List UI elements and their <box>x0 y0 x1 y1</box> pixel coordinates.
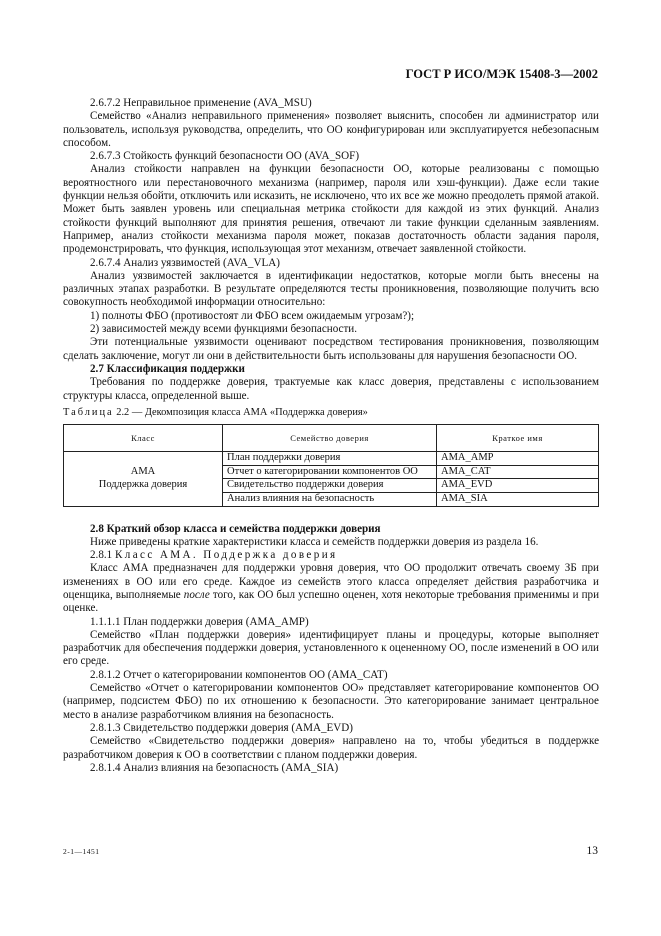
page-number: 13 <box>586 845 598 857</box>
table-header-row <box>64 425 599 452</box>
paragraph-text: Класс АМА предназначен для поддержки уровня доверия, что ОО продолжит отвечать своему ЗБ при изменениях в ОО или его среде. Каждое из семейств этого класса определяет действия разработчика и оценщика, выполняемые <box>63 562 599 601</box>
col-header-class: Класс <box>64 425 223 452</box>
section-title: 2.8 Краткий обзор класса и семейства поддержки доверия <box>90 522 381 535</box>
table-row <box>64 452 599 466</box>
paragraph: Семейство «Свидетельство поддержки доверия» направлено на то, чтобы убедиться в поддержке разработчиком доверия к ОО в соответствии с планом поддержки доверия. <box>63 735 599 761</box>
table-caption-label: Таблица <box>63 406 114 418</box>
class-heading <box>63 549 599 562</box>
paragraph-text: того, как ОО был успешно оценен, хотя некоторые требования применимы и при оценке. <box>63 588 600 615</box>
page-body <box>63 97 599 775</box>
col-header-family: Семейство доверия <box>223 425 437 452</box>
paragraph: Семейство «Отчет о категорировании компонентов ОО» представляет категорирование компонентов ОО (например, подсистем ФБО) по их отношению к безопасности. Это категорирование занимает центральное место в анализе разработчиком влияния на безопасность. <box>63 682 599 721</box>
class-name: Поддержка доверия <box>98 478 188 490</box>
paragraph: Эти потенциальные уязвимости оценивают посредством тестирования проникновения, позволяющим сделать заключение, могут ли они в действительности быть использованы для нарушения безопасности ОО. <box>63 336 599 362</box>
paragraph: Требования по поддержке доверия, трактуемые как класс доверия, представлены с использованием структуры класса, определенной выше. <box>63 376 599 402</box>
class-heading-title: Класс АМА. Поддержка доверия <box>114 549 338 562</box>
short-name-cell: AMA_EVD <box>437 479 599 493</box>
standard-header: ГОСТ Р ИСО/МЭК 15408-3—2002 <box>405 67 598 81</box>
section-heading: 2.6.7.3 Стойкость функций безопасности ОО (AVA_SOF) <box>90 150 360 163</box>
section-heading: 2.6.7.4 Анализ уязвимостей (AVA_VLA) <box>90 256 280 269</box>
list-item: 2) зависимостей между всеми функциями безопасности. <box>90 323 358 336</box>
section-heading: 2.6.7.2 Неправильное применение (AVA_MSU) <box>90 97 312 109</box>
table-caption <box>63 406 599 419</box>
table-caption-text: 2.2 — Декомпозиция класса АМА «Поддержка доверия» <box>116 406 368 418</box>
paragraph: Ниже приведены краткие характеристики класса и семейств поддержки доверия из раздела 16. <box>90 535 539 548</box>
section-heading: 2.8.1.2 Отчет о категорировании компонентов ОО (AMA_CAT) <box>90 668 388 681</box>
class-heading-number: 2.8.1 <box>90 549 113 562</box>
family-cell: Свидетельство поддержки доверия <box>223 479 437 493</box>
paragraph: Семейство «План поддержки доверия» идентифицирует планы и процедуры, которые выполняет разработчик для обеспечения поддержки доверия, установленного к оцененному ОО, после изменений в ОО или его среде. <box>63 628 599 668</box>
family-cell: План поддержки доверия <box>223 452 437 466</box>
section-heading: 1.1.1.1 План поддержки доверия (AMA_AMP) <box>90 615 309 628</box>
class-cell <box>64 452 223 506</box>
family-cell: Отчет о категорировании компонентов ОО <box>223 465 437 479</box>
class-code: АМА <box>130 466 156 478</box>
section-title: 2.7 Классификация поддержки <box>90 362 245 375</box>
section-heading: 2.8.1.3 Свидетельство поддержки доверия (AMA_EVD) <box>90 721 354 734</box>
section-heading: 2.8.1.4 Анализ влияния на безопасность (AMA_SIA) <box>90 761 339 774</box>
paragraph: Семейство «Анализ неправильного применения» позволяет выяснить, способен ли администратор или пользователь, используя руководства, определить, что ОО конфигурирован или эксплуатируется небезопасным способом. <box>63 110 599 149</box>
short-name-cell: AMA_AMP <box>437 452 599 466</box>
list-item: 1) полноты ФБО (противостоят ли ФБО всем ожидаемым угрозам?); <box>90 309 415 322</box>
short-name-cell: AMA_SIA <box>437 492 599 506</box>
print-code: 2-1—1451 <box>63 847 100 856</box>
short-name-cell: AMA_CAT <box>437 465 599 479</box>
paragraph: Анализ стойкости направлен на функции безопасности ОО, которые реализованы с помощью вероятностного или перестановочного механизма (например, пароля или хэш-функции). Даже если такие функции нельзя обойти, отключить или исказить, не исключено, что их все же можно преодолеть прямой атакой. Может быть заявлен уровень или специальная метрика стойкости для каждой из этих функций. Анализ стойкости функций выполняют для принятия решения, отвечают ли такие функции сделанным заявлениям. Например, анализ стойкости механизма пароля может, показав достаточность области задания пароля, продемонстрировать, что функция, использующая этот механизм, отвечает заявленной стойкости. <box>63 163 599 256</box>
col-header-short-name: Краткое имя <box>437 425 599 452</box>
decomposition-table <box>63 424 599 506</box>
paragraph: Анализ уязвимостей заключается в идентификации недостатков, которые могли быть внесены на различных этапах разработки. В результате определяются тесты проникновения, позволяющие получить всю совокупность необходимой информации относительно: <box>63 269 599 309</box>
paragraph <box>63 562 599 615</box>
emphasis-word: после <box>183 588 210 601</box>
family-cell: Анализ влияния на безопасность <box>223 492 437 506</box>
